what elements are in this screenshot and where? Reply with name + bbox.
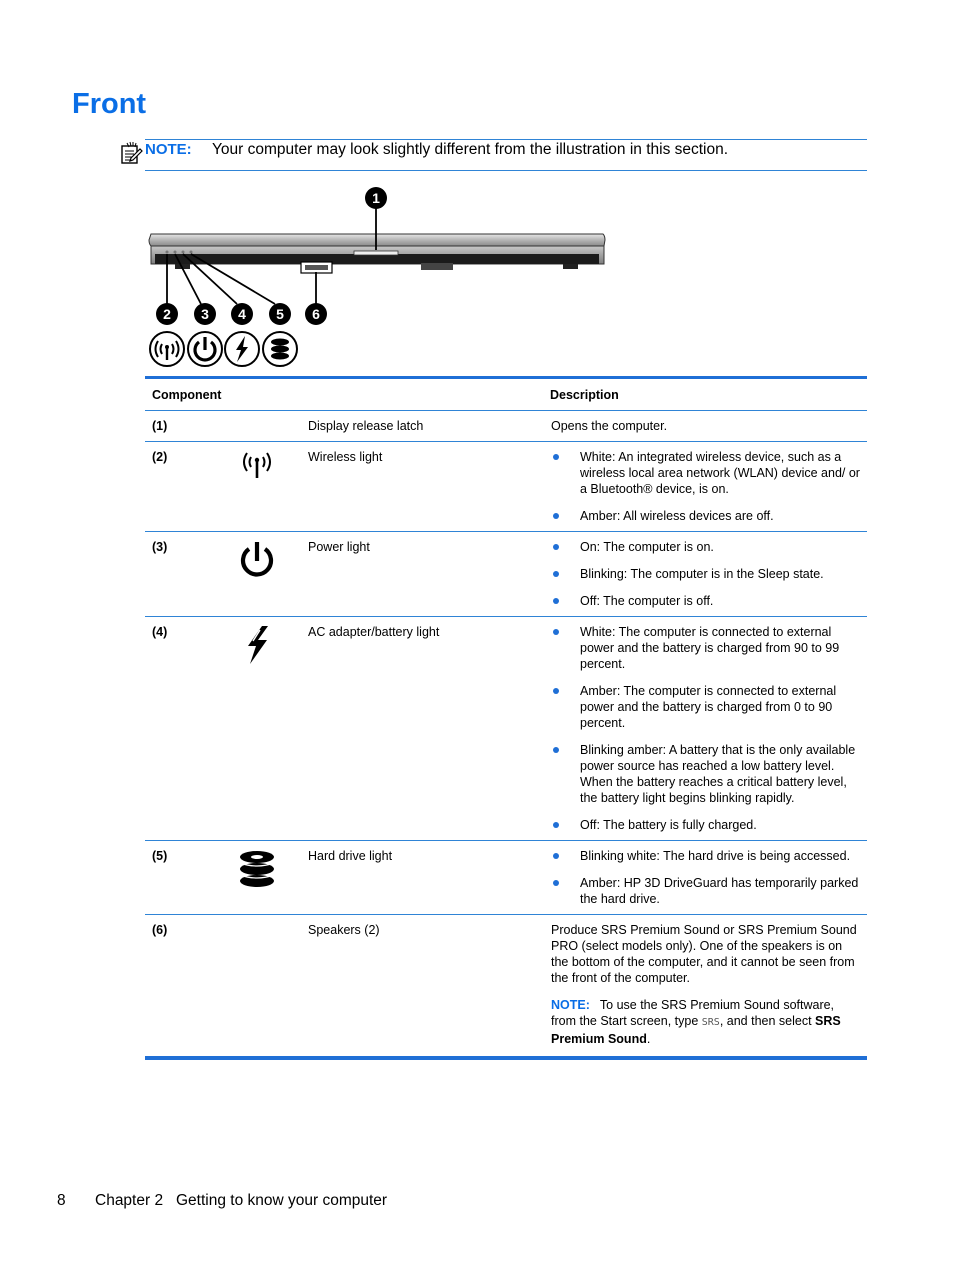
row-icon-cell [213,411,301,442]
ac-adapter-icon [242,625,272,665]
list-item: Blinking white: The hard drive is being accessed. [551,848,861,864]
row-icon-cell [213,915,301,1059]
laptop-front-illustration [145,180,615,372]
table-header-row [145,378,867,411]
row-description [543,442,867,532]
row-description [543,617,867,841]
srs-note-app-name: SRS Premium Sound [551,1014,841,1046]
callout-2 [156,303,178,325]
row-number: (3) [145,532,213,617]
table-row [145,411,867,442]
ac-adapter-icon [225,332,259,366]
table-row [145,841,867,915]
list-item: Off: The battery is fully charged. [551,817,861,833]
srs-note-text-end: . [646,1032,651,1046]
note-icon [119,141,143,165]
list-item: Amber: The computer is connected to external power and the battery is charged from 0 to 90 percent. [551,683,861,731]
header-component: Component [145,378,543,411]
svg-text:3: 3 [201,306,209,322]
power-icon [237,540,277,580]
section-title: Front [72,88,147,120]
laptop-body [149,234,605,273]
table-row [145,915,867,1059]
wireless-icon [150,332,184,366]
svg-text:2: 2 [163,306,171,322]
hard-drive-icon [263,332,297,366]
hard-drive-icon [238,849,276,889]
note-label: NOTE: [145,141,192,158]
row-icon-cell [213,617,301,841]
note-box [145,139,867,171]
callout-3 [194,303,216,325]
srs-note [551,997,861,1047]
callout-6 [305,303,327,325]
row-number: (6) [152,923,168,937]
page-number: 8 [57,1192,66,1209]
list-item: Amber: HP 3D DriveGuard has temporarily parked the hard drive. [551,875,861,907]
power-icon [188,332,222,366]
table-row [145,532,867,617]
list-item: Blinking amber: A battery that is the only available power source has reached a low battery level. When the battery reaches a critical battery level, the battery light begins blinking rapidly. [551,742,861,806]
row-number: (1) [145,411,213,442]
wireless-icon [240,450,274,480]
callout-1 [365,187,387,209]
row-component-name: Power light [301,532,543,617]
list-item: Blinking: The computer is in the Sleep state. [551,566,861,582]
srs-note-code: SRS [701,1017,720,1028]
callout-5 [269,303,291,325]
row-description [543,532,867,617]
row-description [543,841,867,915]
svg-text:5: 5 [276,306,284,322]
callout-4 [231,303,253,325]
row-icon-cell [213,442,301,532]
row-number: (5) [145,841,213,915]
list-item: Off: The computer is off. [551,593,861,609]
srs-note-label: NOTE: [551,998,590,1012]
list-item: On: The computer is on. [551,539,861,555]
chapter-title: Chapter 2 Getting to know your computer [95,1192,388,1209]
page-footer [57,1192,387,1210]
header-description: Description [543,378,867,411]
list-item: Amber: All wireless devices are off. [551,508,861,524]
svg-text:1: 1 [372,190,380,206]
svg-text:4: 4 [238,306,246,322]
srs-note-text: To use the SRS Premium Sound software, from the Start screen, type [551,998,835,1028]
component-table [145,376,867,1060]
note-text: Your computer may look slightly different from the illustration in this section. [212,141,729,158]
row-number: (2) [145,442,213,532]
row-component-name: Hard drive light [301,841,543,915]
row-description [543,915,867,1059]
row-component-name: Speakers (2) [308,923,380,937]
list-item: White: An integrated wireless device, such as a wireless local area network (WLAN) device and/ or a Bluetooth® device, is on. [551,449,861,497]
table-row [145,617,867,841]
row-icon-cell [213,841,301,915]
row-component-name: Wireless light [301,442,543,532]
list-item: White: The computer is connected to external power and the battery is charged from 90 to 99 percent. [551,624,861,672]
row-icon-cell [213,532,301,617]
row-number: (4) [145,617,213,841]
row-component-name: AC adapter/battery light [301,617,543,841]
svg-text:6: 6 [312,306,320,322]
row-description: Opens the computer. [543,411,867,442]
srs-note-text-middle: , and then select [719,1014,816,1028]
row-component-name: Display release latch [301,411,543,442]
speakers-description: Produce SRS Premium Sound or SRS Premium Sound PRO (select models only). One of the speakers is on the bottom of the computer, and it cannot be seen from the front of the computer. [551,923,857,985]
table-row [145,442,867,532]
